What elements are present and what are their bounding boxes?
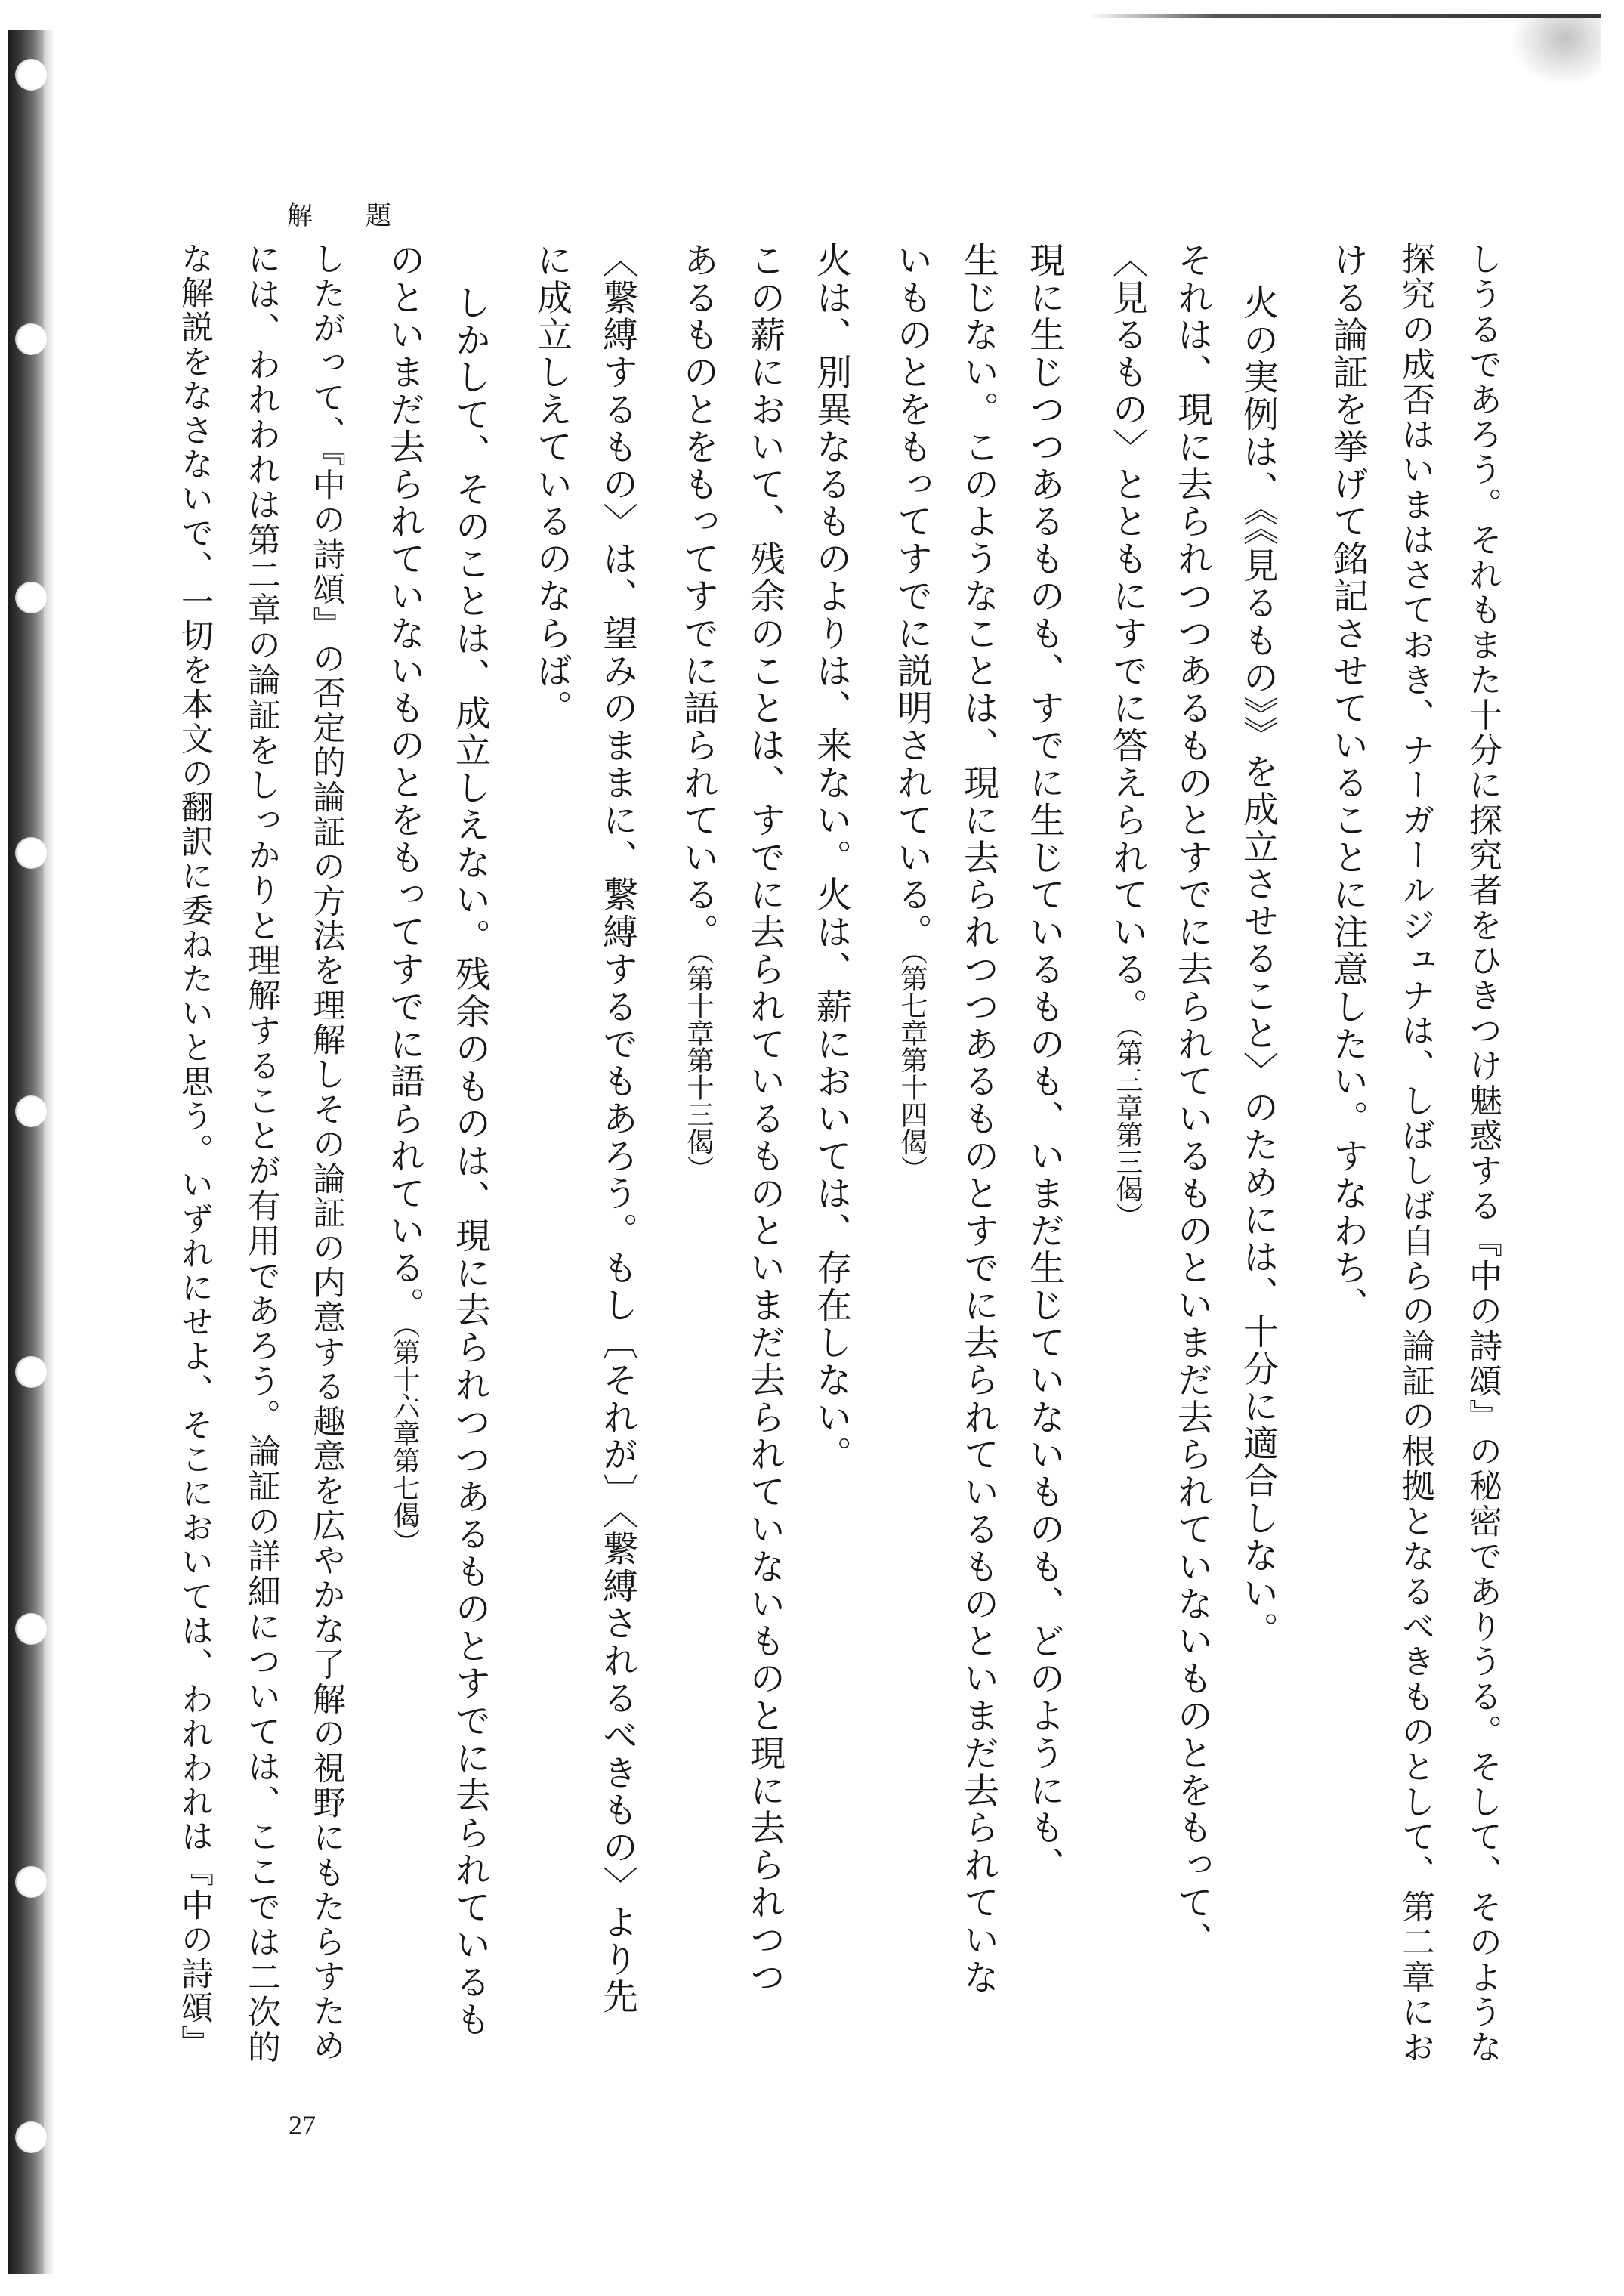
quote-line: 火の実例は、《《見るもの》》を成立させること〉のためには、十分に適合しない。: [1237, 284, 1279, 1649]
quote-line: 生じない。このようなことは、現に去られつつあるものとすでに去られているものといまだ去られていな: [958, 242, 999, 1996]
quote-line: 火は、別異なるものよりは、来ない。火は、薪においては、存在しない。: [810, 242, 852, 1474]
quote-line: いものとをもってすでに説明されている。（第七章第十四偈）: [891, 242, 933, 1182]
quote-line: それは、現に去られつつあるものとすでに去られているものといまだ去られていないものとをもって、: [1172, 242, 1213, 1959]
punch-hole: [15, 1095, 47, 1127]
binding-edge: [8, 30, 44, 2274]
punch-hole: [15, 1866, 47, 1898]
quote-line: しかして、そのことは、成立しえない。残余のものは、現に去られつつあるものとすでに去られているも: [449, 284, 491, 2038]
text-line: 探究の成否はいまはさておき、ナーガールジュナは、しばしば自らの論証の根拠となるべきものとして、第二章にお: [1396, 242, 1434, 2065]
punch-hole: [15, 1356, 47, 1388]
page-number: 27: [289, 2110, 316, 2140]
text-line: ける論証を挙げて銘記させていることに注意したい。すなわち、: [1327, 242, 1369, 1324]
body-text: [176, 242, 1503, 2078]
scan-edge: [1088, 14, 1601, 18]
quote-line: に成立しえているのならば。: [531, 242, 573, 728]
quote-line: 現に生じつつあるものも、すでに生じているものも、いまだ生じていないものも、どのようにも、: [1023, 242, 1065, 1884]
quote-line: 〈繋縛するもの〉は、望みのままに、繋縛するでもあろう。もし〔それが〕〈繋縛されるべきもの〉より先: [597, 242, 638, 2016]
text-line: には、われわれは第二章の論証をしっかりと理解することが有用であろう。論証の詳細については、ここでは二次的: [242, 242, 280, 2065]
punch-hole: [15, 837, 47, 869]
punch-hole: [15, 582, 47, 613]
text-line: しうるであろう。それもまた十分に探究者をひきつけ魅惑する『中の詩頌』の秘密でありうる。そして、そのような: [1463, 242, 1502, 2065]
quote-line: のといまだ去られていないものとをもってすでに語られている。（第十六章第七偈）: [384, 242, 425, 1556]
punch-hole: [15, 323, 47, 355]
text-line: したがって、『中の詩頌』の否定的論証の方法を理解しその論証の内意する趣意を広やかな了解の視野にもたらすため: [307, 242, 345, 2063]
punch-hole: [15, 59, 47, 91]
text-line: な解説をなさないで、一切を本文の翻訳に委ねたいと思う。いずれにせよ、そこにおいては、われわれは『中の詩頌』: [176, 242, 214, 2060]
punch-hole: [15, 1613, 47, 1645]
quote-line: 〈見るもの〉とともにすでに答えられている。（第三章第三偈）: [1107, 242, 1148, 1230]
running-head: 解題: [287, 201, 444, 231]
punch-hole: [15, 2121, 47, 2153]
quote-line: あるものとをもってすでに語られている。（第十章第十三偈）: [678, 242, 719, 1182]
quote-line: この薪において、残余のことは、すでに去られているものといまだ去られていないものと現に去られつつ: [744, 242, 786, 1996]
